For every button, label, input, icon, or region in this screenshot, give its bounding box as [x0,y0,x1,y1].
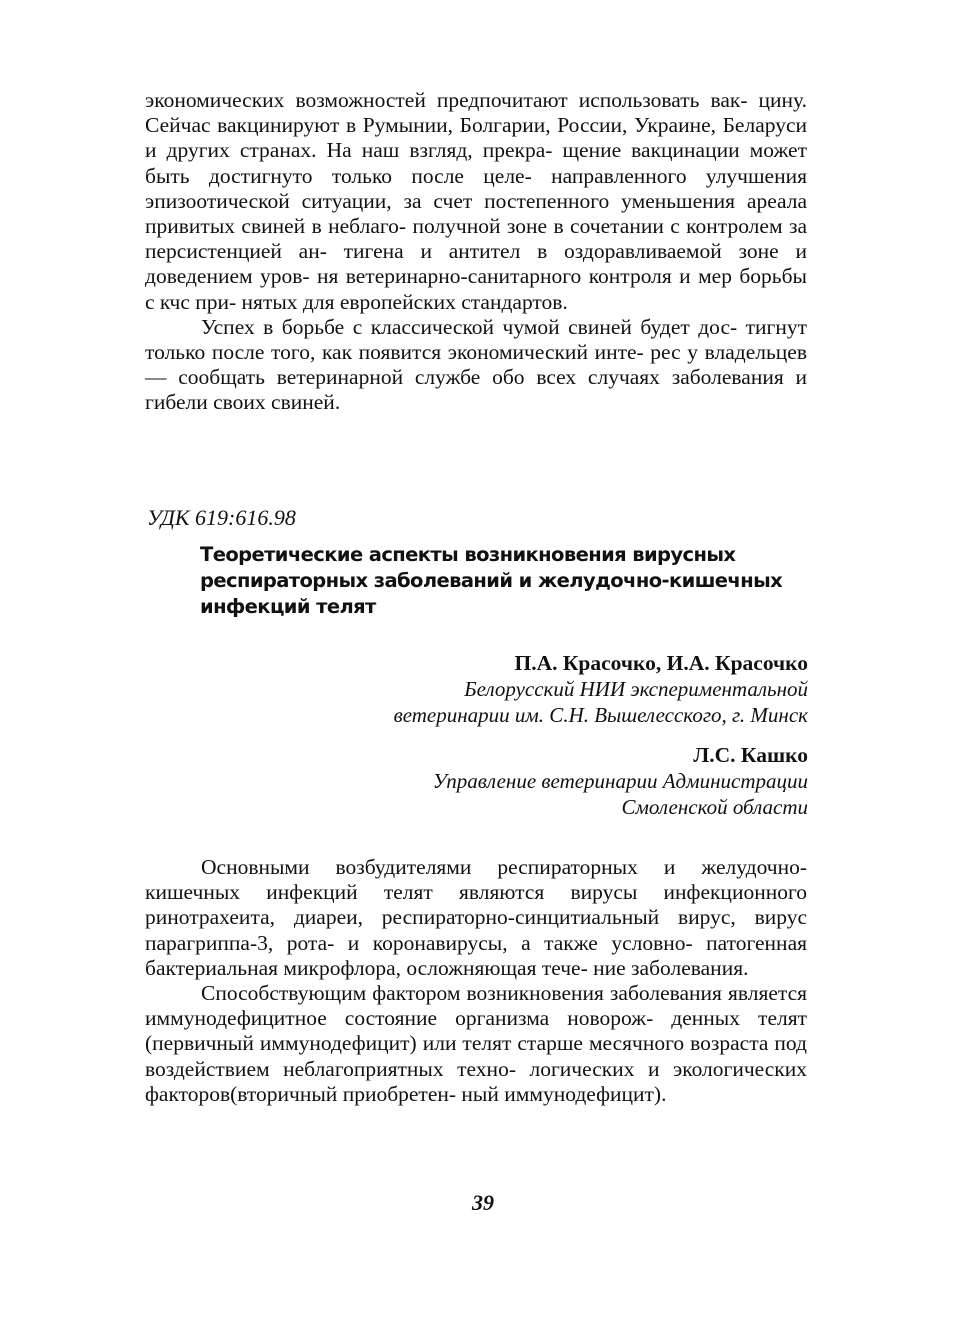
author-block-2 [248,742,808,820]
author-names-2: Л.С. Кашко [693,743,808,767]
author-affiliation-2: Управление ветеринарии Администрации Смоленской области [432,769,808,819]
author-block-1 [248,650,808,728]
article-title: Теоретические аспекты возникновения вирусных респираторных заболеваний и желудочно-кишечных инфекций телят [200,543,783,618]
udk-code: УДК 619:616.98 [147,505,296,530]
author-names-1: П.А. Красочко, И.А. Красочко [514,651,808,675]
page-number: 39 [472,1190,494,1215]
paragraph-immunodeficiency: Способствующим фактором возникновения заболевания является иммунодефицитное состояние организма новорож- денных телят (первичный иммунодефицит) или телят старше месячного возраста под воздействием неблагоприятных техно- логических и экологических факторов(вторичный приобретен- ный иммунодефицит). [145,981,807,1106]
article-body [145,855,807,1107]
paragraph-pathogens: Основными возбудителями респираторных и желудочно- кишечных инфекций телят являются вирусы инфекционного ринотрахеита, диареи, респираторно-синцитиальный вирус, вирус парагриппа-3, рота- и коронавирусы, а также условно- патогенная бактериальная микрофлора, осложняющая тече- ние заболевания. [145,855,807,980]
paragraph-success: Успех в борьбе с классической чумой свиней будет дос- тигнут только после того, как появится экономический инте- рес у владельцев — сообщать ветеринарной службе обо всех случаях заболевания и гибели своих свиней. [145,314,807,415]
author-affiliation-1: Белорусский НИИ экспериментальной ветеринарии им. С.Н. Вышелесского, г. Минск [393,677,808,727]
paragraph-vaccination: экономических возможностей предпочитают использовать вак- цину. Сейчас вакцинируют в Румынии, Болгарии, России, Украине, Беларуси и других странах. На наш взгляд, прекра- щение вакцинации может быть достигнуто только после целе- направленного улучшения эпизоотической ситуации, за счет постепенного уменьшения ареала привитых свиней в неблаго- получной зоне в сочетании с контролем за персистенцией ан- тигена и антител в оздоравливаемой зоне и доведением уров- ня ветеринарно-санитарного контроля и мер борьбы с кчс при- нятых для европейских стандартов. [145,88,807,314]
top-text-block [145,88,807,416]
